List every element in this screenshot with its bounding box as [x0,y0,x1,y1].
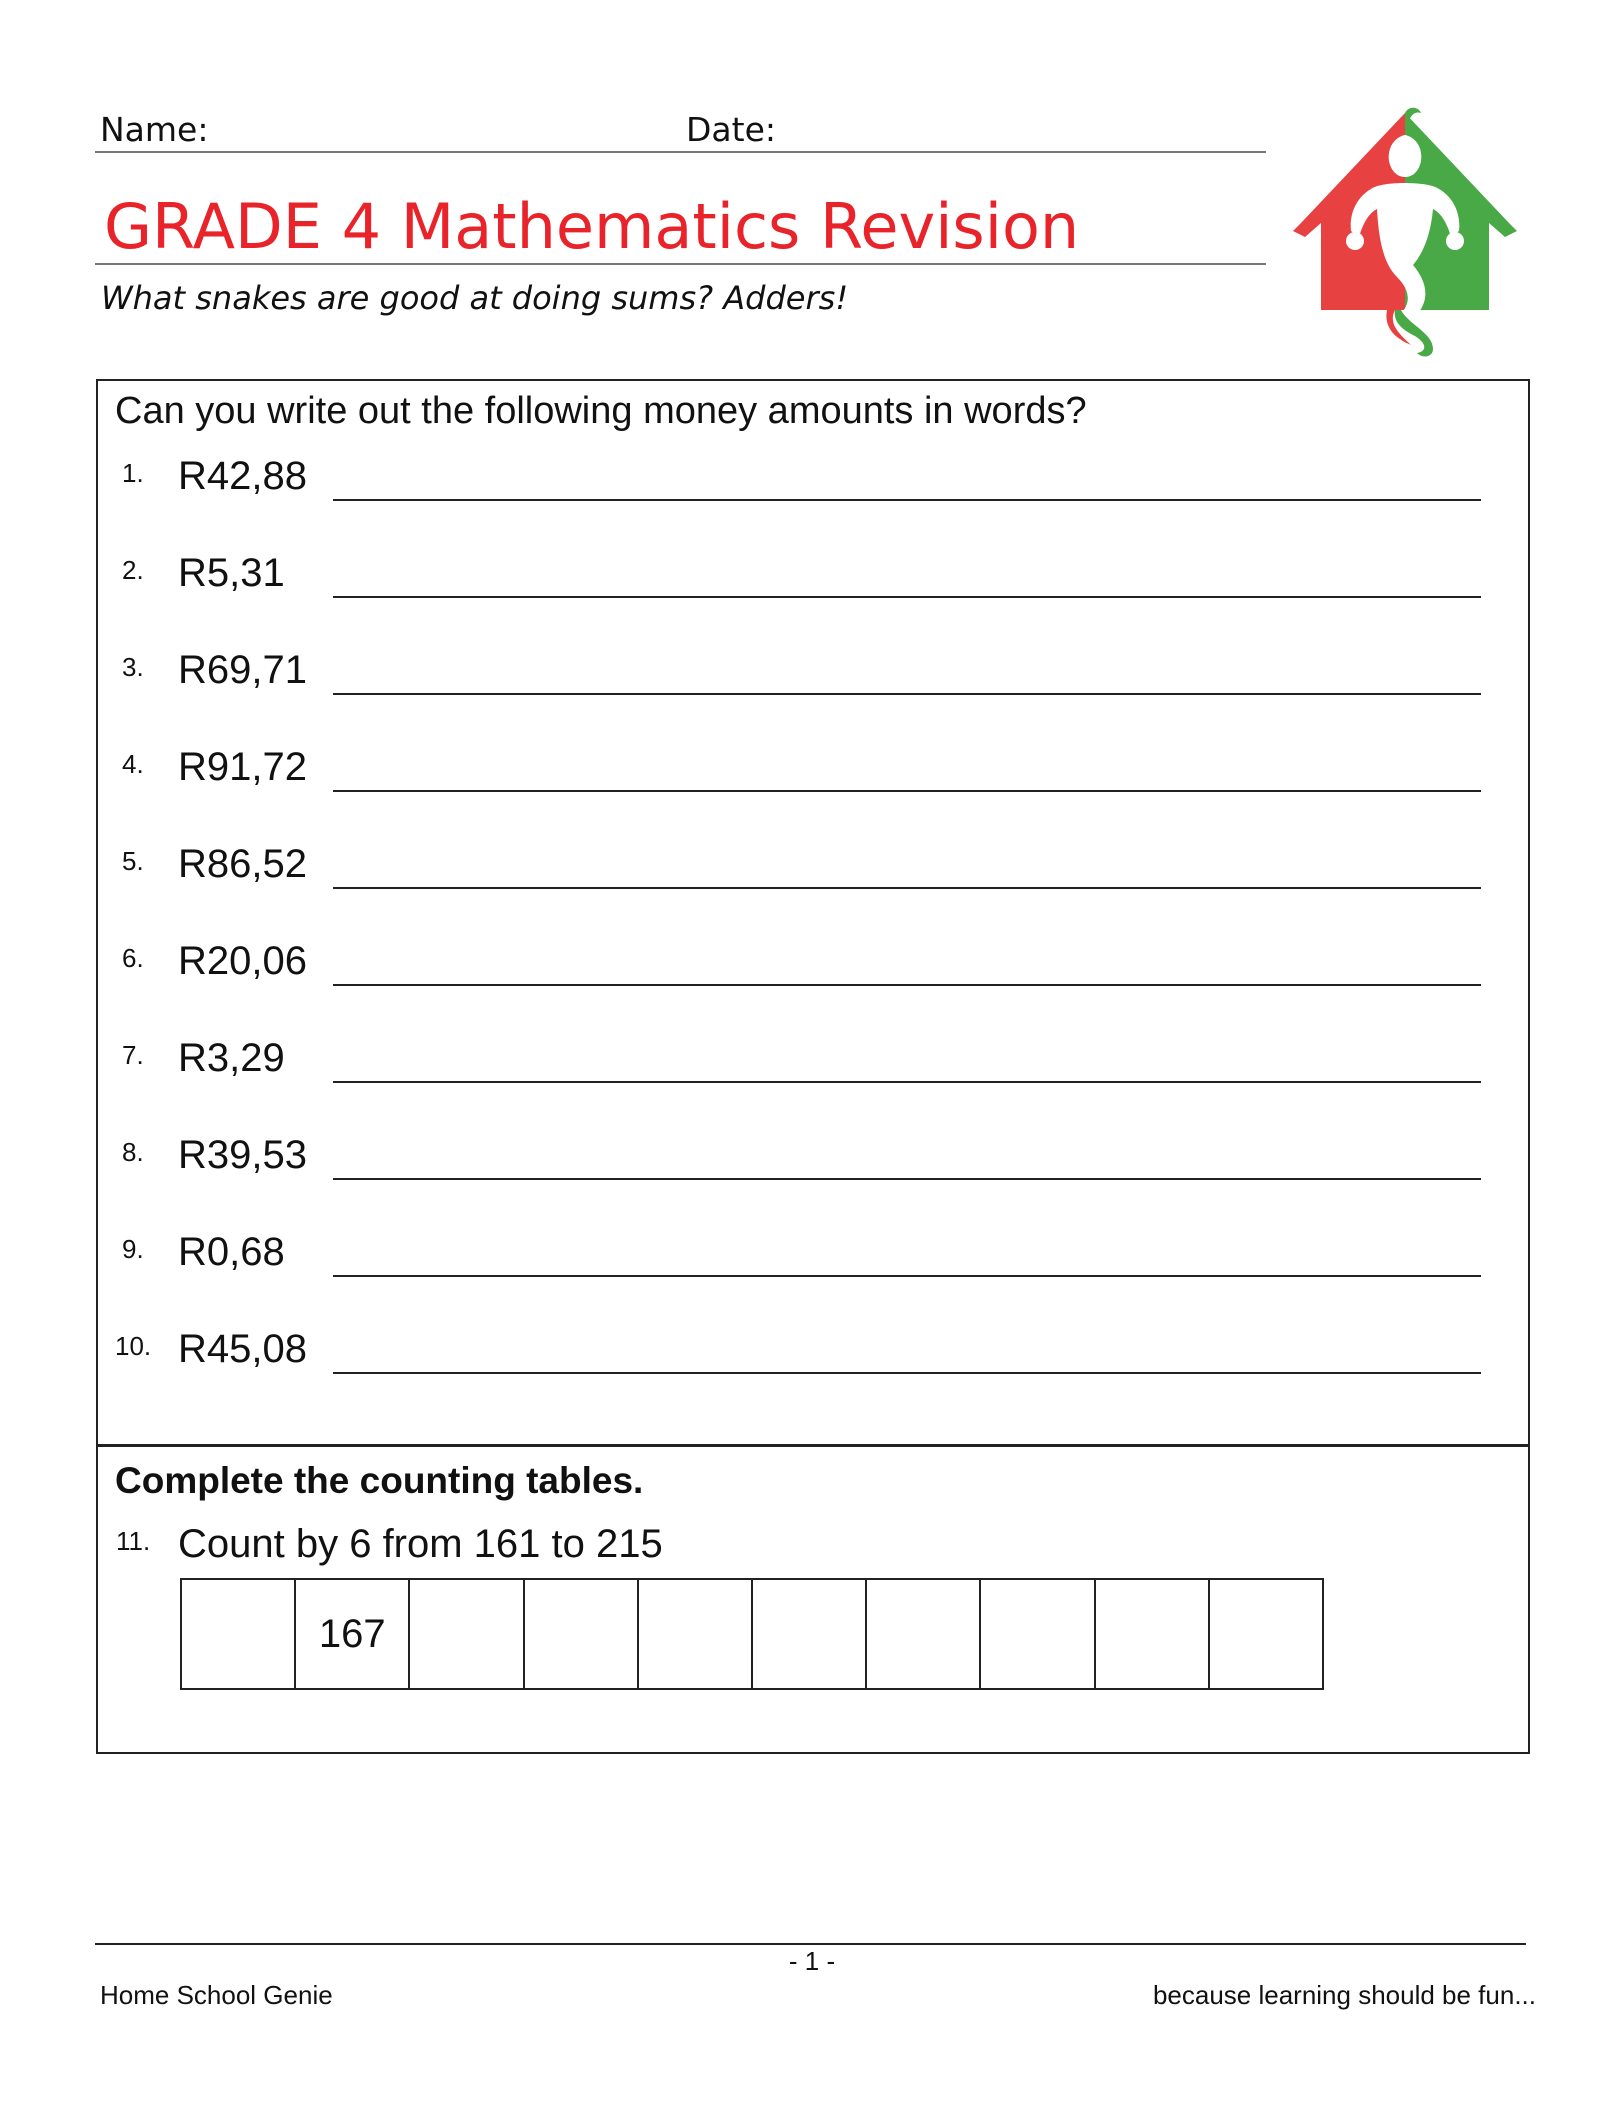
money-amount: R20,06 [178,939,307,983]
money-amount: R5,31 [178,551,285,595]
home-school-genie-logo-icon [1283,105,1528,360]
footer-brand: Home School Genie [100,1980,333,2010]
date-label: Date: [686,110,776,149]
counting-cell[interactable] [410,1580,524,1688]
answer-line[interactable] [333,1081,1481,1083]
counting-cell[interactable] [182,1580,296,1688]
counting-cell[interactable] [753,1580,867,1688]
question-number: 4. [122,749,144,779]
counting-cell[interactable] [1210,1580,1322,1688]
question-number: 7. [122,1040,144,1070]
money-amount: R91,72 [178,745,307,789]
page-number: - 1 - [788,1946,836,1976]
question-number: 11. [116,1526,151,1556]
answer-line[interactable] [333,790,1481,792]
title-underline [95,263,1266,265]
name-label: Name: [100,110,209,149]
counting-cell[interactable] [1096,1580,1210,1688]
question-number: 6. [122,943,144,973]
money-amount: R69,71 [178,648,307,692]
question-number: 10. [115,1331,152,1361]
answer-line[interactable] [333,887,1481,889]
counting-cell[interactable] [867,1580,981,1688]
money-amount: R0,68 [178,1230,285,1274]
answer-line[interactable] [333,984,1481,986]
name-date-line [95,151,1266,153]
money-amount: R86,52 [178,842,307,886]
question-number: 9. [122,1234,144,1264]
money-amount: R39,53 [178,1133,307,1177]
counting-cell[interactable] [525,1580,639,1688]
counting-question-text: Count by 6 from 161 to 215 [178,1522,663,1566]
question-number: 8. [122,1137,144,1167]
counting-cell[interactable]: 167 [296,1580,410,1688]
counting-cell[interactable] [981,1580,1095,1688]
footer-divider [95,1943,1526,1945]
counting-cell[interactable] [639,1580,753,1688]
money-amount: R45,08 [178,1327,307,1371]
answer-line[interactable] [333,499,1481,501]
answer-line[interactable] [333,596,1481,598]
question-number: 2. [122,555,144,585]
answer-line[interactable] [333,1178,1481,1180]
money-amount: R3,29 [178,1036,285,1080]
question-number: 3. [122,652,144,682]
page-title: GRADE 4 Mathematics Revision [104,190,1080,263]
money-amount: R42,88 [178,454,307,498]
answer-line[interactable] [333,1372,1481,1374]
answer-line[interactable] [333,693,1481,695]
footer-tagline: because learning should be fun... [1152,1980,1536,2010]
money-section-heading: Can you write out the following money amounts in words? [115,390,1087,432]
question-number: 5. [122,846,144,876]
counting-section-heading: Complete the counting tables. [115,1460,644,1501]
answer-line[interactable] [333,1275,1481,1277]
question-number: 1. [122,458,144,488]
counting-table [180,1578,1324,1690]
money-words-section [96,379,1530,1445]
joke-text: What snakes are good at doing sums? Adders! [101,279,849,317]
